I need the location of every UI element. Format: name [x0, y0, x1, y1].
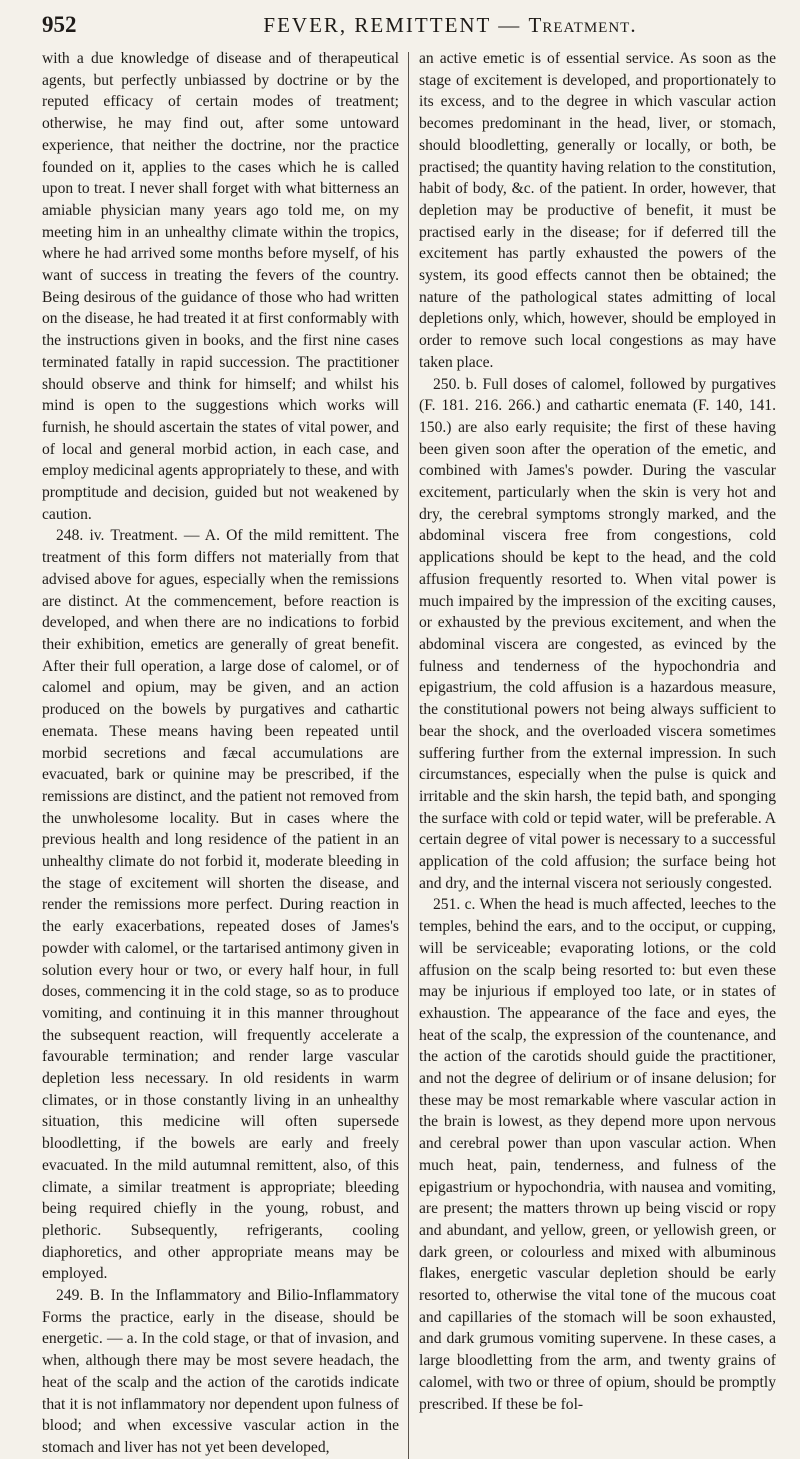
left-column [42, 48, 399, 1459]
right-column [419, 48, 776, 1459]
paragraph: 248. iv. Treatment. — A. Of the mild remittent. The treatment of this form differs not materially from that advised above for agues, especially when the remissions are distinct. At the commencement, before reaction is developed, and when there are no indications to forbid their exhibition, emetics are generally of great benefit. After their full operation, a large dose of calomel, or of calomel and opium, may be given, and an action produced on the bowels by purgatives and cathartic enemata. These means having been repeated until morbid secretions and fæcal accumulations are evacuated, bark or quinine may be prescribed, if the remissions are distinct, and the patient not removed from the unwholesome locality. But in cases where the previous health and long residence of the patient in an unhealthy climate do not forbid it, moderate bleeding in the stage of excitement will shorten the disease, and render the remissions more perfect. During reaction in the early exacerbations, repeated doses of James's powder with calomel, or the tartarised antimony given in solution every hour or two, or every half hour, in full doses, commencing it in the cold stage, so as to produce vomiting, and continuing it in this manner throughout the subsequent reaction, will frequently accelerate a favourable termination; and render large vascular depletion less necessary. In old residents in warm climates, or in those constantly living in an unhealthy situation, this medicine will often supersede bloodletting, if the bowels are early and freely evacuated. In the mild autumnal remittent, also, of this climate, a similar treatment is appropriate; bleeding being required chiefly in the young, robust, and plethoric. Subsequently, refrigerants, cooling diaphoretics, and other appropriate means may be employed. [42, 527, 399, 1283]
paragraph: an active emetic is of essential service. As soon as the stage of excitement is developed, and proportionately to its excess, and to the degree in which vascular action becomes predominant in the head, liver, or stomach, should bloodletting, generally or locally, or both, be practised; the quantity having relation to the constitution, habit of body, &c. of the patient. In order, however, that depletion may be productive of benefit, it must be practised early in the disease; for if deferred till the excitement has partly exhausted the powers of the system, its good effects cannot then be obtained; the nature of the pathological states admitting of local depletions only, which, however, should be employed in order to remove such local congestions as may have taken place. [419, 50, 776, 371]
text-columns [42, 48, 776, 1459]
running-title-section: Treatment. [528, 13, 637, 37]
running-head [42, 12, 776, 46]
running-title-main: FEVER, REMITTENT — [263, 13, 529, 37]
paragraph: 251. c. When the head is much affected, leeches to the temples, behind the ears, and to the occiput, or cupping, will be serviceable; evaporating lotions, or the cold affusion on the scalp being resorted to: but even these may be injurious if employed too late, or in states of exhaustion. The appearance of the face and eyes, the heat of the scalp, the expression of the countenance, and the action of the carotids should guide the practitioner, and not the degree of delirium or of insane delusion; for these may be most remarkable where vascular action in the brain is lowest, as they depend more upon nervous and cerebral power than upon vascular action. When much heat, pain, tenderness, and fulness of the epigastrium or hypochondria, with nausea and vomiting, are present; the matters thrown up being viscid or ropy and abundant, and yellow, green, or yellowish green, or dark green, or colourless and mixed with albuminous flakes, energetic vascular depletion should be early resorted to, otherwise the vital tone of the mucous coat and capillaries of the stomach will be soon exhausted, and dark grumous vomiting supervene. In these cases, a large bloodletting from the arm, and twenty grains of calomel, with two or three of opium, should be promptly prescribed. If these be fol- [419, 896, 776, 1413]
paragraph: with a due knowledge of disease and of therapeutical agents, but perfectly unbiassed by doctrine or by the reputed efficacy of certain modes of treatment; otherwise, he may find out, after some untoward experience, that neither the doctrine, nor the practice founded on it, applies to the cases which he is called upon to treat. I never shall forget with what bitterness an amiable physician many years ago told me, on my meeting him in an unhealthy climate within the tropics, where he had arrived some months before myself, of his want of success in treating the fevers of the country. Being desirous of the guidance of those who had written on the disease, he had treated it at first conformably with the instructions given in books, and the first nine cases terminated fatally in rapid succession. The practitioner should observe and think for himself; and whilst his mind is open to the suggestions which works will furnish, he should ascertain the states of vital power, and of local and general morbid action, in each case, and employ medicinal agents appropriately to these, and with promptitude and decision, guided but not weakened by caution. [42, 50, 399, 523]
running-title [124, 13, 776, 38]
page-number: 952 [42, 12, 77, 37]
paragraph: 249. B. In the Inflammatory and Bilio-Inflammatory Forms the practice, early in the disease, should be energetic. — a. In the cold stage, or that of invasion, and when, although there may be most severe headach, the heat of the scalp and the action of the carotids indicate that it is not inflammatory nor dependent upon fulness of blood; and when excessive vascular action in the stomach and liver has not yet been developed, [42, 1287, 399, 1456]
paragraph: 250. b. Full doses of calomel, followed by purgatives (F. 181. 216. 266.) and cathartic enemata (F. 140, 141. 150.) are also early requisite; the first of these having been given soon after the operation of the emetic, and combined with James's powder. During the vascular excitement, particularly when the skin is very hot and dry, the cerebral symptoms strongly marked, and the abdominal viscera free from congestions, cold applications should be kept to the head, and the cold affusion frequently resorted to. When vital power is much impaired by the impression of the exciting causes, or exhausted by the previous excitement, and when the abdominal viscera are congested, as evinced by the fulness and tenderness of the hypochondria and epigastrium, the cold affusion is a hazardous measure, the constitutional powers not being always sufficient to bear the shock, and the overloaded viscera sometimes suffering further from the external impression. In such circumstances, especially when the pulse is quick and irritable and the skin harsh, the tepid bath, and sponging the surface with cold or tepid water, will be preferable. A certain degree of vital power is necessary to a successful application of the cold affusion; the surface being hot and dry, and the internal viscera not seriously congested. [419, 375, 776, 892]
